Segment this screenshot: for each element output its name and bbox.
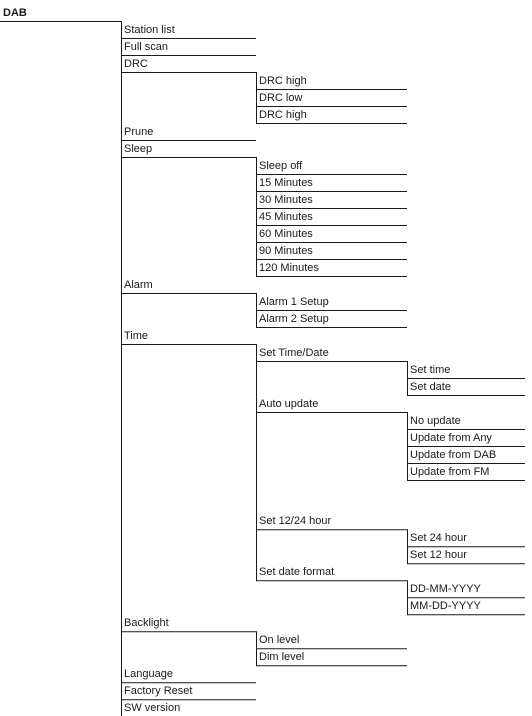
menu-item-alarm-1-setup: Alarm 1 Setup: [259, 296, 329, 308]
menu-item-full-scan: Full scan: [124, 41, 169, 53]
menu-item-sleep: Sleep: [124, 143, 153, 155]
menu-item-60-minutes: 60 Minutes: [259, 228, 313, 240]
menu-item-auto-update: Auto update: [259, 398, 319, 410]
menu-item-30-minutes: 30 Minutes: [259, 194, 313, 206]
menu-item-drc-low: DRC low: [259, 92, 303, 104]
menu-item-sw-version: SW version: [124, 702, 181, 715]
menu-item-90-minutes: 90 Minutes: [259, 245, 313, 257]
menu-item-update-from-any: Update from Any: [410, 432, 492, 444]
menu-item-sleep-off: Sleep off: [259, 160, 303, 172]
menu-item-45-minutes: 45 Minutes: [259, 211, 313, 223]
menu-item-update-from-fm: Update from FM: [410, 466, 490, 478]
menu-item-time: Time: [124, 330, 149, 342]
menu-item-language: Language: [124, 668, 173, 681]
menu-item-set-date-format: Set date format: [259, 566, 335, 579]
menu-item-120-minutes: 120 Minutes: [259, 262, 319, 274]
menu-item-factory-reset: Factory Reset: [124, 685, 193, 698]
menu-item-set-date: Set date: [410, 381, 451, 393]
menu-item-station-list: Station list: [124, 24, 175, 36]
menu-item-on-level: On level: [259, 634, 300, 647]
menu-item-prune: Prune: [124, 126, 154, 138]
menu-item-drc: DRC: [124, 58, 148, 70]
menu-item-drc-high: DRC high: [259, 75, 307, 87]
menu-item-set-time: Set time: [410, 364, 451, 376]
menu-item-alarm-2-setup: Alarm 2 Setup: [259, 313, 329, 325]
menu-item-dd-mm-yyyy: DD-MM-YYYY: [410, 583, 481, 596]
menu-item-backlight: Backlight: [124, 617, 169, 630]
menu-item-set-time-date: Set Time/Date: [259, 347, 329, 359]
menu-item-set-12-hour: Set 12 hour: [410, 549, 467, 562]
menu-item-set-24-hour: Set 24 hour: [410, 532, 467, 545]
menu-item-dab: DAB: [3, 7, 27, 19]
menu-item-15-minutes: 15 Minutes: [259, 177, 313, 189]
menu-item-set-12-24-hour: Set 12/24 hour: [259, 515, 332, 528]
menu-item-mm-dd-yyyy: MM-DD-YYYY: [410, 600, 481, 613]
menu-item-drc-high: DRC high: [259, 109, 307, 121]
menu-item-no-update: No update: [410, 415, 461, 427]
menu-item-alarm: Alarm: [124, 279, 153, 291]
menu-item-dim-level: Dim level: [259, 651, 305, 664]
menu-item-update-from-dab: Update from DAB: [410, 449, 497, 461]
